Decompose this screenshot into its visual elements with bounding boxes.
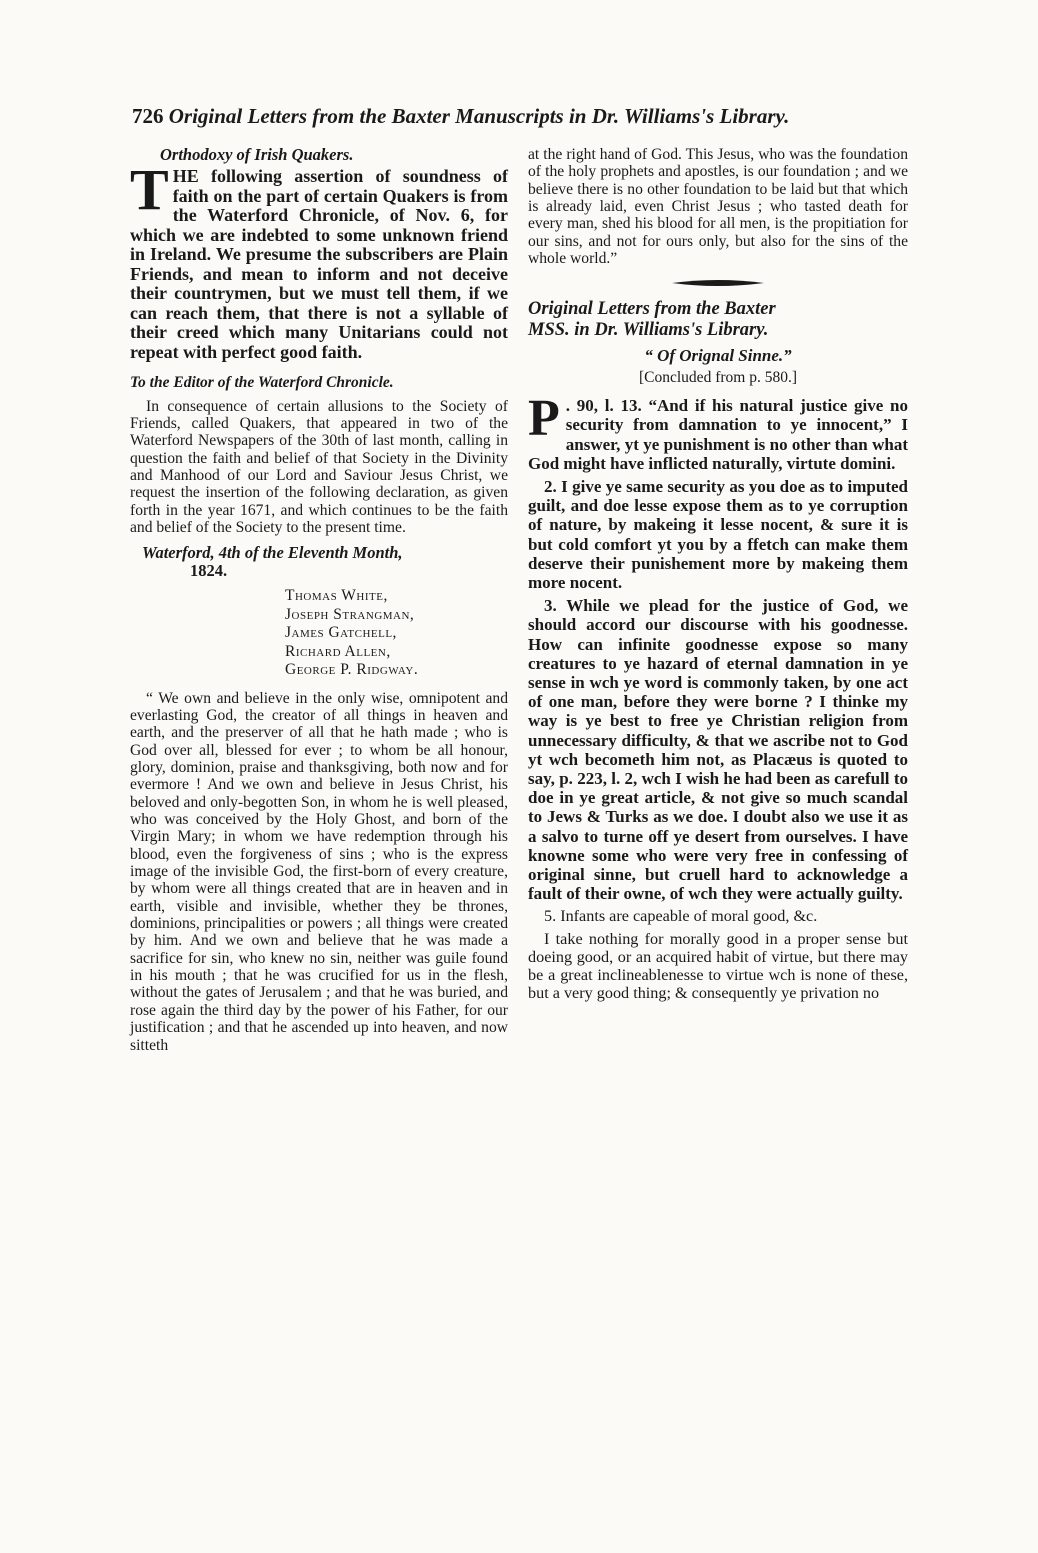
letter-body	[528, 390, 908, 1003]
paragraph-3: 3. While we plead for the justice of God, we should accord our discourse with his goodnesse. How can infinite goodnesse expose so many creatures to ye hazard of eternal damnation in ye sense in wch ye word is commonly taken, by one act of one man, before they were borne ? I thinke my way is ye best to free ye Christian religion from unnecessary difficulty, & that we ascribe not to God yt wch becometh him not, as Placæus is quoted to say, p. 223, l. 2, wch I wish he had been as carefull to doe in ye great article, & not give so much scandal to Jews & Turks as we doe. I doubt also we use it as a salvo to turne off ye desert from ourselves. I have knowne some who were very free in confessing of original sinne, but cruell hard to acknowledge a fault of their owne, of wch they were actually guilty.	[528, 596, 908, 904]
page-number: 726	[132, 104, 164, 128]
ornamental-divider	[672, 279, 764, 287]
editor-line: To the Editor of the Waterford Chronicle.	[130, 374, 394, 392]
intro-text: HE following assertion of soundness of faith on the part of certain Quakers is from the Waterford Chronicle, of Nov. 6, for which we are indebted to some unknown friend in Ireland. We presume the subscribers are Plain Friends, and mean to inform and not deceive their countrymen, but we must tell them, if we can reach them, that there is not a syllable of their creed which many Unitarians could not repeat with perfect good faith.	[130, 166, 508, 362]
drop-cap: P	[528, 390, 560, 448]
running-head-title: Original Letters from the Baxter Manuscripts in Dr. Williams's Library.	[168, 104, 790, 128]
section-heading: Orthodoxy of Irish Quakers.	[160, 145, 354, 164]
paragraph-6: I take nothing for morally good in a proper sense but doeing good, or an acquired habit of virtue, but there may be a great inclineablenesse to virtue wch is none of these, but a very good thing; & consequently ye privation no	[528, 929, 908, 1003]
signatory: Joseph Strangman,	[285, 605, 415, 623]
paragraph-1	[528, 390, 908, 473]
drop-cap: T	[130, 157, 169, 223]
article-subtitle: “ Of Orignal Sinne.”	[644, 346, 792, 366]
dateline-year: 1824.	[190, 560, 228, 580]
intro-paragraph	[130, 157, 508, 362]
paragraph-5: 5. Infants are capeable of moral good, &c.	[544, 907, 818, 926]
signatory: George P. Ridgway.	[285, 661, 419, 679]
right-column	[528, 146, 908, 1002]
paragraph-1-text: . 90, l. 13. “And if his natural justice give no security from damnation to ye innocent,” I answer, yt ye punishment is no other than what God might have inflicted naturally, virtute domini.	[528, 396, 908, 473]
article-title-line-1: Original Letters from the Baxter	[528, 299, 776, 320]
signatory: James Gatchell,	[285, 624, 397, 642]
signatory: Richard Allen,	[285, 642, 391, 660]
concluded-note: [Concluded from p. 580.]	[639, 368, 797, 386]
left-column	[130, 146, 508, 1054]
letter-paragraph: In consequence of certain allusions to the Society of Friends, called Quakers, that appeared in two of the Waterford Newspapers of the 30th of last month, calling in question the faith and belief of that Society in the Divinity and Manhood of our Lord and Saviour Jesus Christ, we request the insertion of the following declaration, as given forth in the year 1671, and which continues to be the faith and belief of the Society to the present time.	[130, 397, 508, 537]
declaration-continued: at the right hand of God. This Jesus, who was the foundation of the holy prophets and apostles, is our foundation ; and we believe there is no other foundation to be laid but that which is already laid, even Christ Jesus ; who tasted death for every man, shed his blood for all men, is the propitiation for our sins, and not for ours only, but also for the sins of the whole world.”	[528, 146, 908, 268]
paragraph-2: 2. I give ye same security as you doe as to imputed guilt, and doe lesse expose them as to ye corruption of nature, by makeing it lesse nocent, & sure it is but cold comfort yt you by a ffetch can make them deserve their punishement more by makeing them more nocent.	[528, 476, 908, 592]
dateline: Waterford, 4th of the Eleventh Month,	[142, 543, 403, 563]
declaration-paragraph: “ We own and believe in the only wise, omnipotent and everlasting God, the creator of all things in heaven and earth, and the preserver of all that he hath made ; who is God over all, blessed for ever ; to whom be all honour, glory, dominion, praise and thanksgiving, both now and for evermore ! And we own and believe in Jesus Christ, his beloved and only-begotten Son, in whom he is well pleased, who was conceived by the Holy Ghost, and born of the Virgin Mary; in whom we have redemption through his blood, even the forgiveness of sins ; who is the express image of the invisible God, the first-born of every creature, by whom were all things created that are in heaven and in earth, visible and invisible, whether they be thrones, dominions, principalities or powers ; all things were created by him. And we own and believe that he was made a sacrifice for sin, who knew no sin, neither was guile found in his mouth ; that he was crucified for us in the flesh, without the gates of Jerusalem ; and that he was buried, and rose again the third day by the power of his Father, for our justification ; and that he ascended up into heaven, and now sitteth	[130, 689, 508, 1054]
running-head	[132, 104, 922, 129]
signatories	[285, 587, 508, 680]
article-title-line-2: MSS. in Dr. Williams's Library.	[528, 320, 769, 341]
signatory: Thomas White,	[285, 587, 388, 605]
